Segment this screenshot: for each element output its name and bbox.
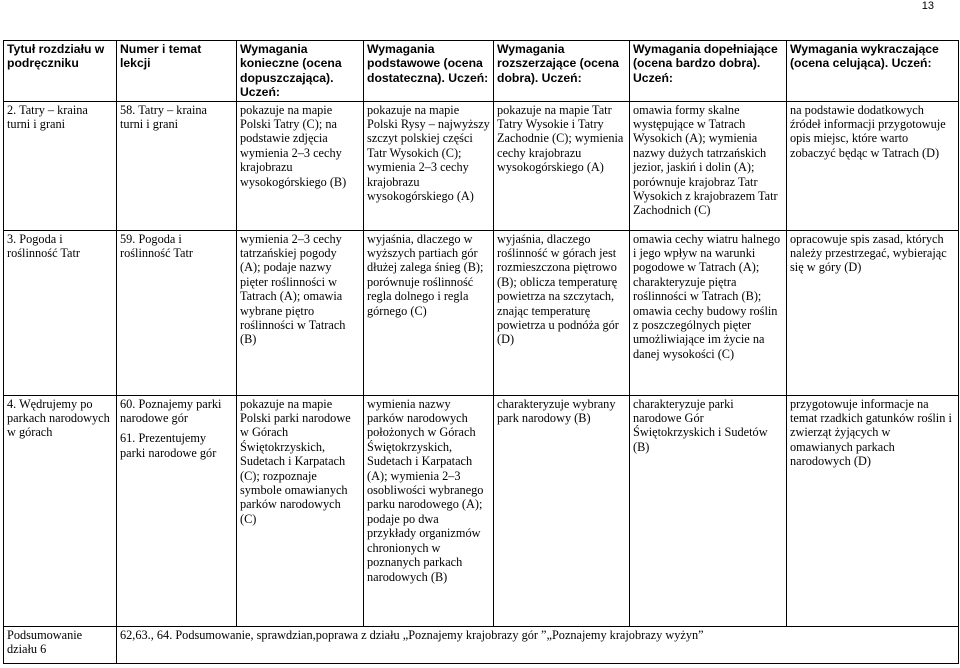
podstawowe-cell: wymienia nazwy parków narodowych położonych w Górach Świętokrzyskich, Sudetach i Karpatach (A); wymienia 2–3 osobliwości wybranego parku narodowego (A); podaje po dwa przykłady organizmów chronionych w poznanych parkach narodowych (B)	[364, 395, 494, 626]
header-podstawowe: Wymagania podstawowe (ocena dostateczna). Uczeń:	[364, 41, 494, 102]
header-rozszerzajace: Wymagania rozszerzające (ocena dobra). Uczeń:	[494, 41, 630, 102]
rozszerzajace-cell: pokazuje na mapie Tatr Tatry Wysokie i Tatry Zachodnie (C); wymienia cechy krajobrazu wysokogórskiego (A)	[494, 101, 630, 230]
konieczne-cell: pokazuje na mapie Polski parki narodowe w Górach Świętokrzyskich, Sudetach i Karpatach (C); rozpoznaje symbole omawianych parków narodowych (C)	[237, 395, 364, 626]
chapter-cell: 4. Wędrujemy po parkach narodowych w górach	[4, 395, 117, 626]
summary-chapter-cell: Podsumowanie działu 6	[4, 626, 117, 663]
header-dopelniajace: Wymagania dopełniające (ocena bardzo dobra). Uczeń:	[630, 41, 787, 102]
table-row	[4, 230, 959, 395]
wykraczajace-cell: opracowuje spis zasad, których należy przestrzegać, wybierając się w góry (D)	[787, 230, 959, 395]
summary-row	[4, 626, 959, 663]
chapter-cell: 2. Tatry – kraina turni i grani	[4, 101, 117, 230]
dopelniajace-cell: charakteryzuje parki narodowe Gór Świętokrzyskich i Sudetów (B)	[630, 395, 787, 626]
header-lesson: Numer i temat lekcji	[117, 41, 237, 102]
wykraczajace-cell: na podstawie dodatkowych źródeł informacji przygotowuje opis miejsc, które warto zobaczyć będąc w Tatrach (D)	[787, 101, 959, 230]
table-row	[4, 395, 959, 626]
rozszerzajace-cell: charakteryzuje wybrany park narodowy (B)	[494, 395, 630, 626]
konieczne-cell: wymienia 2–3 cechy tatrzańskiej pogody (A); podaje nazwy pięter roślinności w Tatrach (A); omawia wybrane piętro roślinności w Tatrach (B)	[237, 230, 364, 395]
requirements-table	[3, 40, 959, 664]
header-row	[4, 41, 959, 102]
table-row	[4, 101, 959, 230]
wykraczajace-cell: przygotowuje informacje na temat rzadkich gatunków roślin i zwierząt żyjących w omawianych parkach narodowych (D)	[787, 395, 959, 626]
dopelniajace-cell: omawia cechy wiatru halnego i jego wpływ na warunki pogodowe w Tatrach (A); charakteryzuje piętra roślinności w Tatrach (B); omawia cechy budowy roślin z poszczególnych pięter umożliwiające im życie na danej wysokości (C)	[630, 230, 787, 395]
header-chapter: Tytuł rozdziału w podręczniku	[4, 41, 117, 102]
page-number: 13	[921, 0, 934, 12]
dopelniajace-cell: omawia formy skalne występujące w Tatrach Wysokich (A); wymienia nazwy dużych tatrzańskich jezior, jaskiń i dolin (A); porównuje krajobraz Tatr Wysokich z krajobrazem Tatr Zachodnich (C)	[630, 101, 787, 230]
header-wykraczajace: Wymagania wykraczające (ocena celująca). Uczeń:	[787, 41, 959, 102]
header-konieczne: Wymagania konieczne (ocena dopuszczająca). Uczeń:	[237, 41, 364, 102]
lesson-60: 60. Poznajemy parki narodowe gór	[120, 396, 222, 426]
lesson-61: 61. Prezentujemy parki narodowe gór	[120, 431, 217, 460]
lesson-cell	[117, 395, 237, 626]
lesson-cell: 58. Tatry – kraina turni i grani	[117, 101, 237, 230]
rozszerzajace-cell: wyjaśnia, dlaczego roślinność w górach jest rozmieszczona piętrowo (B); oblicza temperaturę powietrza na szczytach, znając temperaturę powietrza u podnóża gór (D)	[494, 230, 630, 395]
summary-text-cell: 62,63., 64. Podsumowanie, sprawdzian,poprawa z działu „Poznajemy krajobrazy gór ”„Poznajemy krajobrazy wyżyn”	[117, 626, 959, 663]
podstawowe-cell: pokazuje na mapie Polski Rysy – najwyższy szczyt polskiej części Tatr Wysokich (C); wymienia 2–3 cechy krajobrazu wysokogórskiego (A)	[364, 101, 494, 230]
lesson-cell: 59. Pogoda i roślinność Tatr	[117, 230, 237, 395]
konieczne-cell: pokazuje na mapie Polski Tatry (C); na podstawie zdjęcia wymienia 2–3 cechy krajobrazu wysokogórskiego (B)	[237, 101, 364, 230]
chapter-cell: 3. Pogoda i roślinność Tatr	[4, 230, 117, 395]
podstawowe-cell: wyjaśnia, dlaczego w wyższych partiach gór dłużej zalega śnieg (B); porównuje roślinność regla dolnego i regla górnego (C)	[364, 230, 494, 395]
